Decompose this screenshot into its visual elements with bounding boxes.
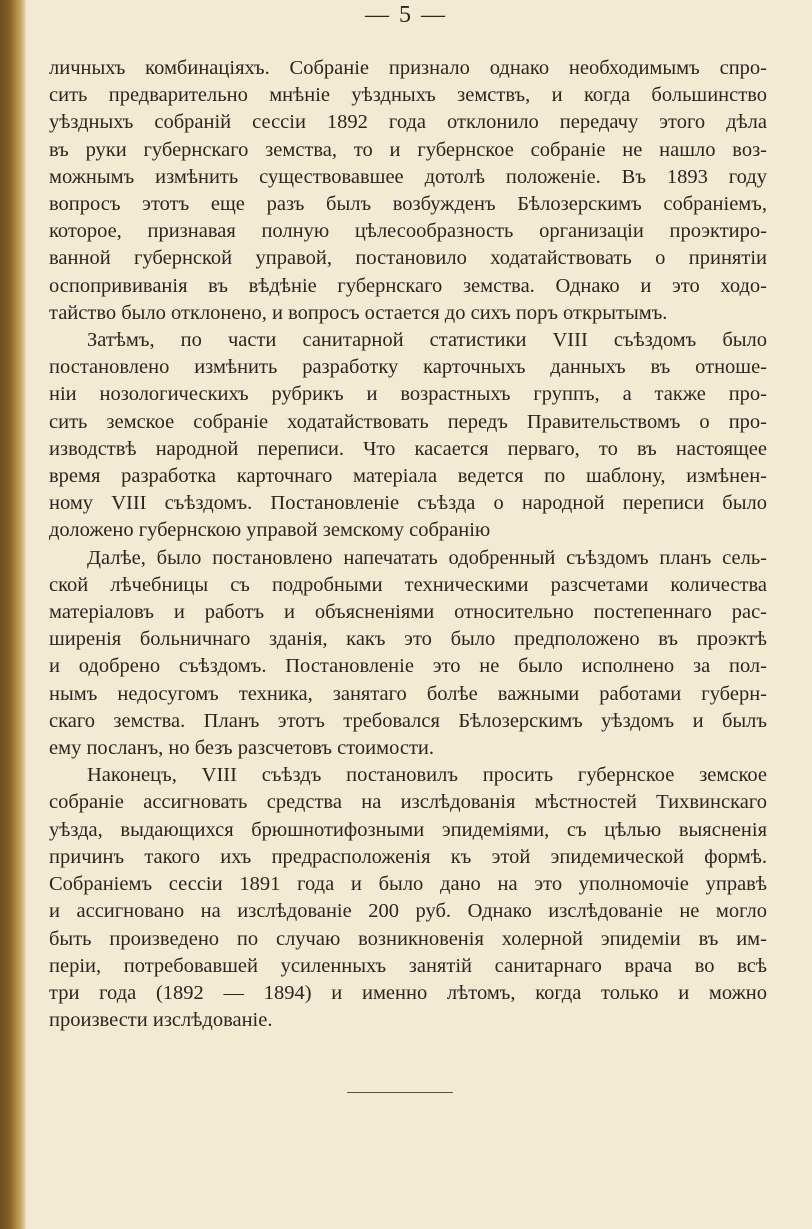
page-number: — 5 — (365, 2, 447, 28)
text-line: матеріаловъ и работъ и объясненіями относительно постепеннаго рас- (49, 601, 767, 624)
text-line: постановлено измѣнить разработку карточныхъ данныхъ въ отноше- (49, 356, 767, 379)
body-text (49, 55, 767, 1034)
text-line: и одобрено съѣздомъ. Постановленіе это не было исполнено за пол- (49, 655, 767, 678)
text-line: можнымъ измѣнить существовавшее дотолѣ положеніе. Въ 1893 году (49, 165, 767, 188)
text-line: періи, потребовавшей усиленныхъ занятій санитарнаго врача во всѣ (49, 954, 767, 977)
paragraph-end-line: доложено губернскою управой земскому собранію (49, 519, 491, 542)
text-line: уѣздныхъ собраній сессіи 1892 года отклонило передачу этого дѣла (49, 111, 767, 134)
text-line: въ руки губернскаго земства, то и губернское собраніе не нашло воз- (49, 138, 767, 161)
text-line: изводствѣ народной переписи. Что касается перваго, то въ настоящее (49, 437, 767, 460)
text-line: ніи нозологическихъ рубрикъ и возрастныхъ группъ, а также про- (49, 383, 767, 406)
text-line: время разработка карточнаго матеріала ведется по шаблону, измѣнен- (49, 465, 767, 488)
text-line: вопросъ этотъ еще разъ былъ возбужденъ Бѣлозерскимъ собраніемъ, (49, 193, 767, 216)
text-line: ному VIII съѣздомъ. Постановленіе съѣзда о народной переписи было (49, 492, 767, 515)
paragraph-end-line: произвести изслѣдованіе. (49, 1009, 273, 1032)
text-line: которое, признавая полную цѣлесообразность организаціи проэктиро- (49, 220, 767, 243)
paragraph-end-line: тайство было отклонено, и вопросъ остается до сихъ поръ открытымъ. (49, 301, 668, 324)
text-line: и ассигновано на изслѣдованіе 200 руб. Однако изслѣдованіе не могло (49, 900, 767, 923)
text-line: три года (1892 — 1894) и именно лѣтомъ, когда только и можно (49, 981, 767, 1004)
text-line: причинъ такого ихъ предрасположенія къ этой эпидемической формѣ. (49, 845, 767, 868)
text-line: быть произведено по случаю возникновенія холерной эпидеміи въ им- (49, 927, 767, 950)
text-line: ширенія больничнаго зданія, какъ это было предположено въ проэктѣ (49, 628, 767, 651)
text-line: личныхъ комбинаціяхъ. Собраніе признало однако необходимымъ спро- (49, 57, 767, 79)
paragraph-first-line: Затѣмъ, по части санитарной статистики VIII съѣздомъ было (87, 329, 767, 352)
text-line: уѣзда, выдающихся брюшнотифозными эпидеміями, съ цѣлью выясненія (49, 818, 767, 841)
text-line: скаго земства. Планъ этотъ требовался Бѣлозерскимъ уѣздомъ и былъ (49, 709, 767, 732)
page-binding-edge (0, 0, 26, 1229)
text-line: оспопрививанія въ вѣдѣніе губернскаго земства. Однако и это ходо- (49, 274, 767, 297)
text-line: сить предварительно мнѣніе уѣздныхъ земствъ, и когда большинство (49, 84, 767, 107)
text-line: сить земское собраніе ходатайствовать передъ Правительствомъ о про- (49, 410, 767, 433)
paragraph-first-line: Далѣе, было постановлено напечатать одобренный съѣздомъ планъ сель- (87, 546, 767, 569)
text-line: собраніе ассигновать средства на изслѣдованія мѣстностей Тихвинскаго (49, 791, 767, 814)
text-line: ванной губернской управой, постановило ходатайствовать о принятіи (49, 247, 767, 270)
text-line: Собраніемъ сессіи 1891 года и было дано на это уполномочіе управѣ (49, 873, 767, 896)
text-line: нымъ недосугомъ техника, занятаго болѣе важными работами губерн- (49, 682, 767, 705)
paragraph-first-line: Наконецъ, VIII съѣздъ постановилъ просить губернское земское (87, 764, 767, 787)
section-divider (347, 1092, 453, 1093)
paragraph-end-line: ему посланъ, но безъ разсчетовъ стоимости. (49, 737, 435, 760)
text-line: ской лѣчебницы съ подробными техническими разсчетами количества (49, 573, 767, 596)
